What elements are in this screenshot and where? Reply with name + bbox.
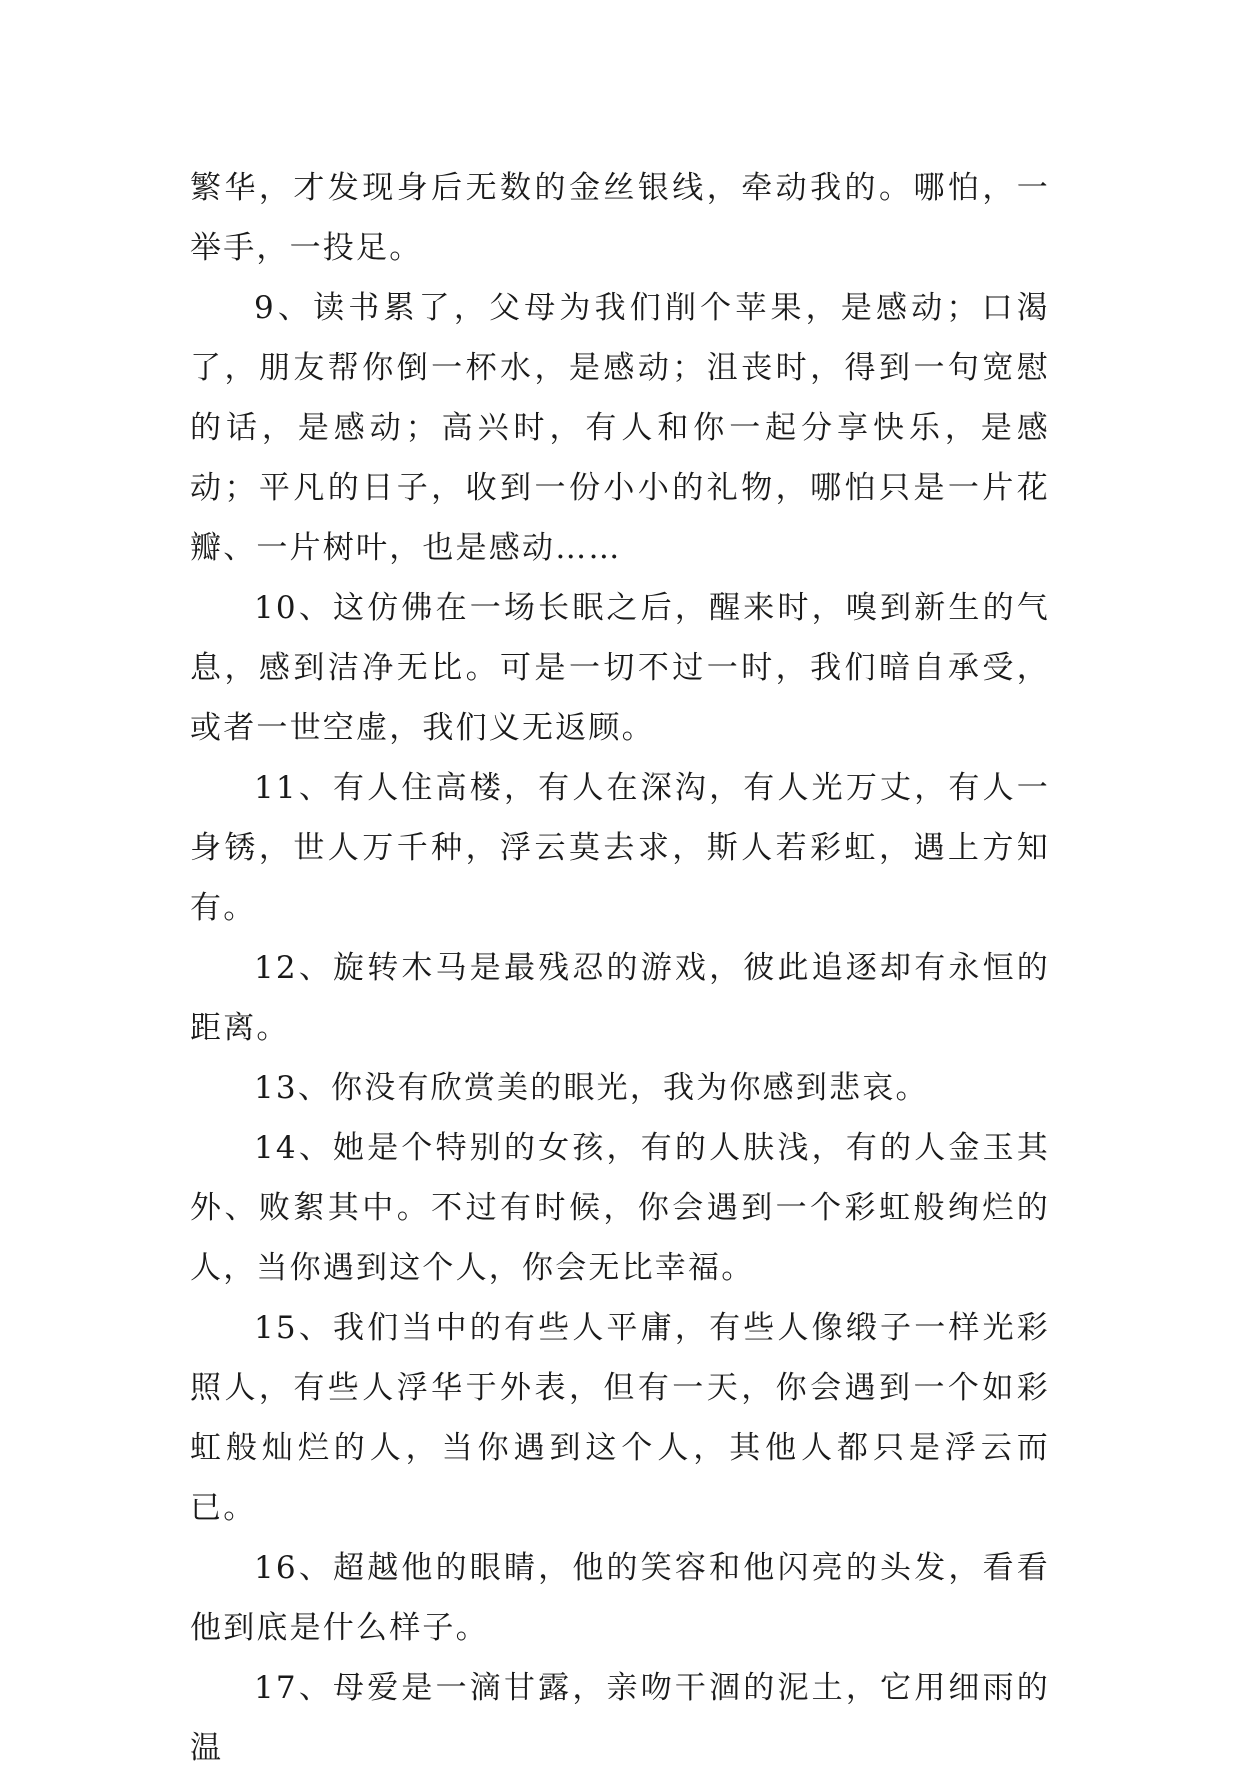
paragraph-item-11: 11、有人住高楼，有人在深沟，有人光万丈，有人一身锈，世人万千种，浮云莫去求，斯人若彩虹，遇上方知有。 <box>190 770 1050 926</box>
paragraph-item-17: 17、母爱是一滴甘露，亲吻干涸的泥土，它用细雨的温 <box>190 1670 1050 1766</box>
paragraph-item-12: 12、旋转木马是最残忍的游戏，彼此追逐却有永恒的距离。 <box>190 950 1050 1046</box>
paragraph-item-9: 9、读书累了，父母为我们削个苹果，是感动；口渴了，朋友帮你倒一杯水，是感动；沮丧时，得到一句宽慰的话，是感动；高兴时，有人和你一起分享快乐，是感动；平凡的日子，收到一份小小的礼物，哪怕只是一片花瓣、一片树叶，也是感动…… <box>190 290 1050 566</box>
paragraph-item-16: 16、超越他的眼睛，他的笑容和他闪亮的头发，看看他到底是什么样子。 <box>190 1550 1050 1646</box>
paragraph-item-10: 10、这仿佛在一场长眠之后，醒来时，嗅到新生的气息，感到洁净无比。可是一切不过一时，我们暗自承受，或者一世空虚，我们义无返顾。 <box>190 590 1050 746</box>
paragraph-item-15: 15、我们当中的有些人平庸，有些人像缎子一样光彩照人，有些人浮华于外表，但有一天，你会遇到一个如彩虹般灿烂的人，当你遇到这个人，其他人都只是浮云而已。 <box>190 1310 1050 1526</box>
paragraph-item-13: 13、你没有欣赏美的眼光，我为你感到悲哀。 <box>254 1070 929 1106</box>
paragraph-item-14: 14、她是个特别的女孩，有的人肤浅，有的人金玉其外、败絮其中。不过有时候，你会遇到一个彩虹般绚烂的人，当你遇到这个人，你会无比幸福。 <box>190 1130 1050 1286</box>
document-body <box>190 158 1050 1778</box>
paragraph-continuation: 繁华，才发现身后无数的金丝银线，牵动我的。哪怕，一举手，一投足。 <box>190 170 1050 266</box>
